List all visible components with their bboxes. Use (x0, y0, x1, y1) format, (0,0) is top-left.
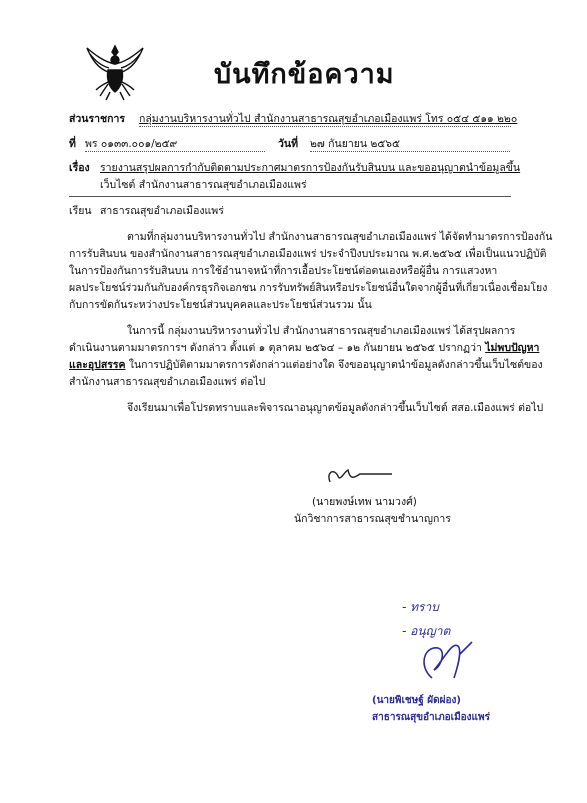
no-problem-emphasis: ไม่พบปัญหา (485, 342, 540, 354)
paragraph-1-line-4: ผลประโยชน์ร่วมกันกับองค์กรธุรกิจเอกชน การรับทรัพย์สินหรือประโยชน์อื่นใดจากผู้อื่นที่เกี่ยวเนื่องเชื่อมโยง (69, 282, 548, 294)
signer-position: นักวิชาการสาธารณสุขชำนาญการ (294, 513, 451, 525)
paragraph-2-line-4: สำนักงานสาธารณสุขอำเภอเมืองแพร่ ต่อไป (69, 376, 266, 388)
approver-signature-mark (388, 586, 508, 698)
approver-name: (นายพิเชษฐ์ ผัดผ่อง) (372, 695, 461, 706)
subject-line-1: รายงานสรุปผลการกำกับติดตามประกาศมาตรการป้องกันรับสินบน และขออนุญาตนำข้อมูลขึ้น (100, 162, 521, 174)
to-label: เรียน (69, 205, 92, 217)
paragraph-1-line-3: ในการป้องกันการรับสินบน การใช้อำนาจหน้าที่การเอื้อประโยชน์ต่อตนเองหรือผู้อื่น การแสวงหา (69, 265, 498, 277)
paragraph-1-line-1: ตามที่กลุ่มงานบริหารงานทั่วไป สำนักงานสาธารณสุขอำเภอเมืองแพร่ ได้จัดทำมาตรการป้องกัน (127, 231, 553, 243)
ref-field (85, 137, 265, 152)
approver-position: สาธารณสุขอำเภอเมืองแพร่ (372, 712, 490, 723)
ref-label: ที่ (69, 138, 76, 150)
to-value: สาธารณสุขอำเภอเมืองแพร่ (100, 205, 224, 217)
agency-label: ส่วนราชการ (69, 113, 126, 125)
ref-value: พร ๐๑๓๓.๐๐๑/๒๕๙ (85, 138, 178, 150)
paragraph-1-line-5: กับการขัดกันระหว่างประโยชน์ส่วนบุคคลและประโยชน์ส่วนรวม นั้น (69, 299, 372, 311)
agency-value: กลุ่มงานบริหารงานทั่วไป สำนักงานสาธารณสุขอำเภอเมืองแพร่ โทร ๐๕๔ ๕๑๑ ๒๒๐ (139, 113, 518, 125)
approval-note-permit: - อนุญาต (402, 624, 451, 638)
paragraph-2-line-2: ดำเนินงานตามมาตรการฯ ดังกล่าว ตั้งแต่ ๑ ตุลาคม ๒๕๖๔ – ๑๒ กันยายน ๒๕๖๕ ปรากฏว่า ไม่พบปัญหา (69, 342, 540, 354)
no-obstacle-emphasis: และอุปสรรค (69, 359, 126, 371)
signature-mark (320, 462, 400, 492)
subject-line-2: เว็บไซต์ สำนักงานสาธารณสุขอำเภอเมืองแพร่ (100, 179, 307, 191)
agency-field (139, 112, 518, 127)
approval-note-ack: - ทราบ (402, 600, 439, 614)
garuda-emblem-icon (84, 40, 146, 102)
paragraph-2-line-3: และอุปสรรค ในการปฏิบัติตามมาตรการดังกล่าวแต่อย่างใด จึงขออนุญาตนำข้อมูลดังกล่าวขึ้นเว็บไซต์ของ (69, 359, 543, 371)
header-divider (69, 196, 511, 197)
subject-label: เรื่อง (69, 162, 90, 174)
paragraph-3: จึงเรียนมาเพื่อโปรดทราบและพิจารณาอนุญาตข้อมูลดังกล่าวขึ้นเว็บไซต์ สสอ.เมืองแพร่ ต่อไป (127, 402, 544, 414)
signer-name: (นายพงษ์เทพ นามวงศ์) (312, 496, 417, 508)
paragraph-2-line-1: ในการนี้ กลุ่มงานบริหารงานทั่วไป สำนักงานสาธารณสุขอำเภอเมืองแพร่ ได้สรุปผลการ (127, 325, 516, 337)
paragraph-1-line-2: การรับสินบน ของสำนักงานสาธารณสุขอำเภอเมืองแพร่ ประจำปีงบประมาณ พ.ศ.๒๕๖๕ เพื่อเป็นแนวปฏิบัติ (69, 248, 547, 260)
date-value: ๒๗ กันยายน ๒๕๖๕ (310, 138, 400, 150)
page-title: บันทึกข้อความ (214, 59, 395, 90)
date-field (310, 137, 510, 152)
date-label: วันที่ (278, 138, 298, 150)
